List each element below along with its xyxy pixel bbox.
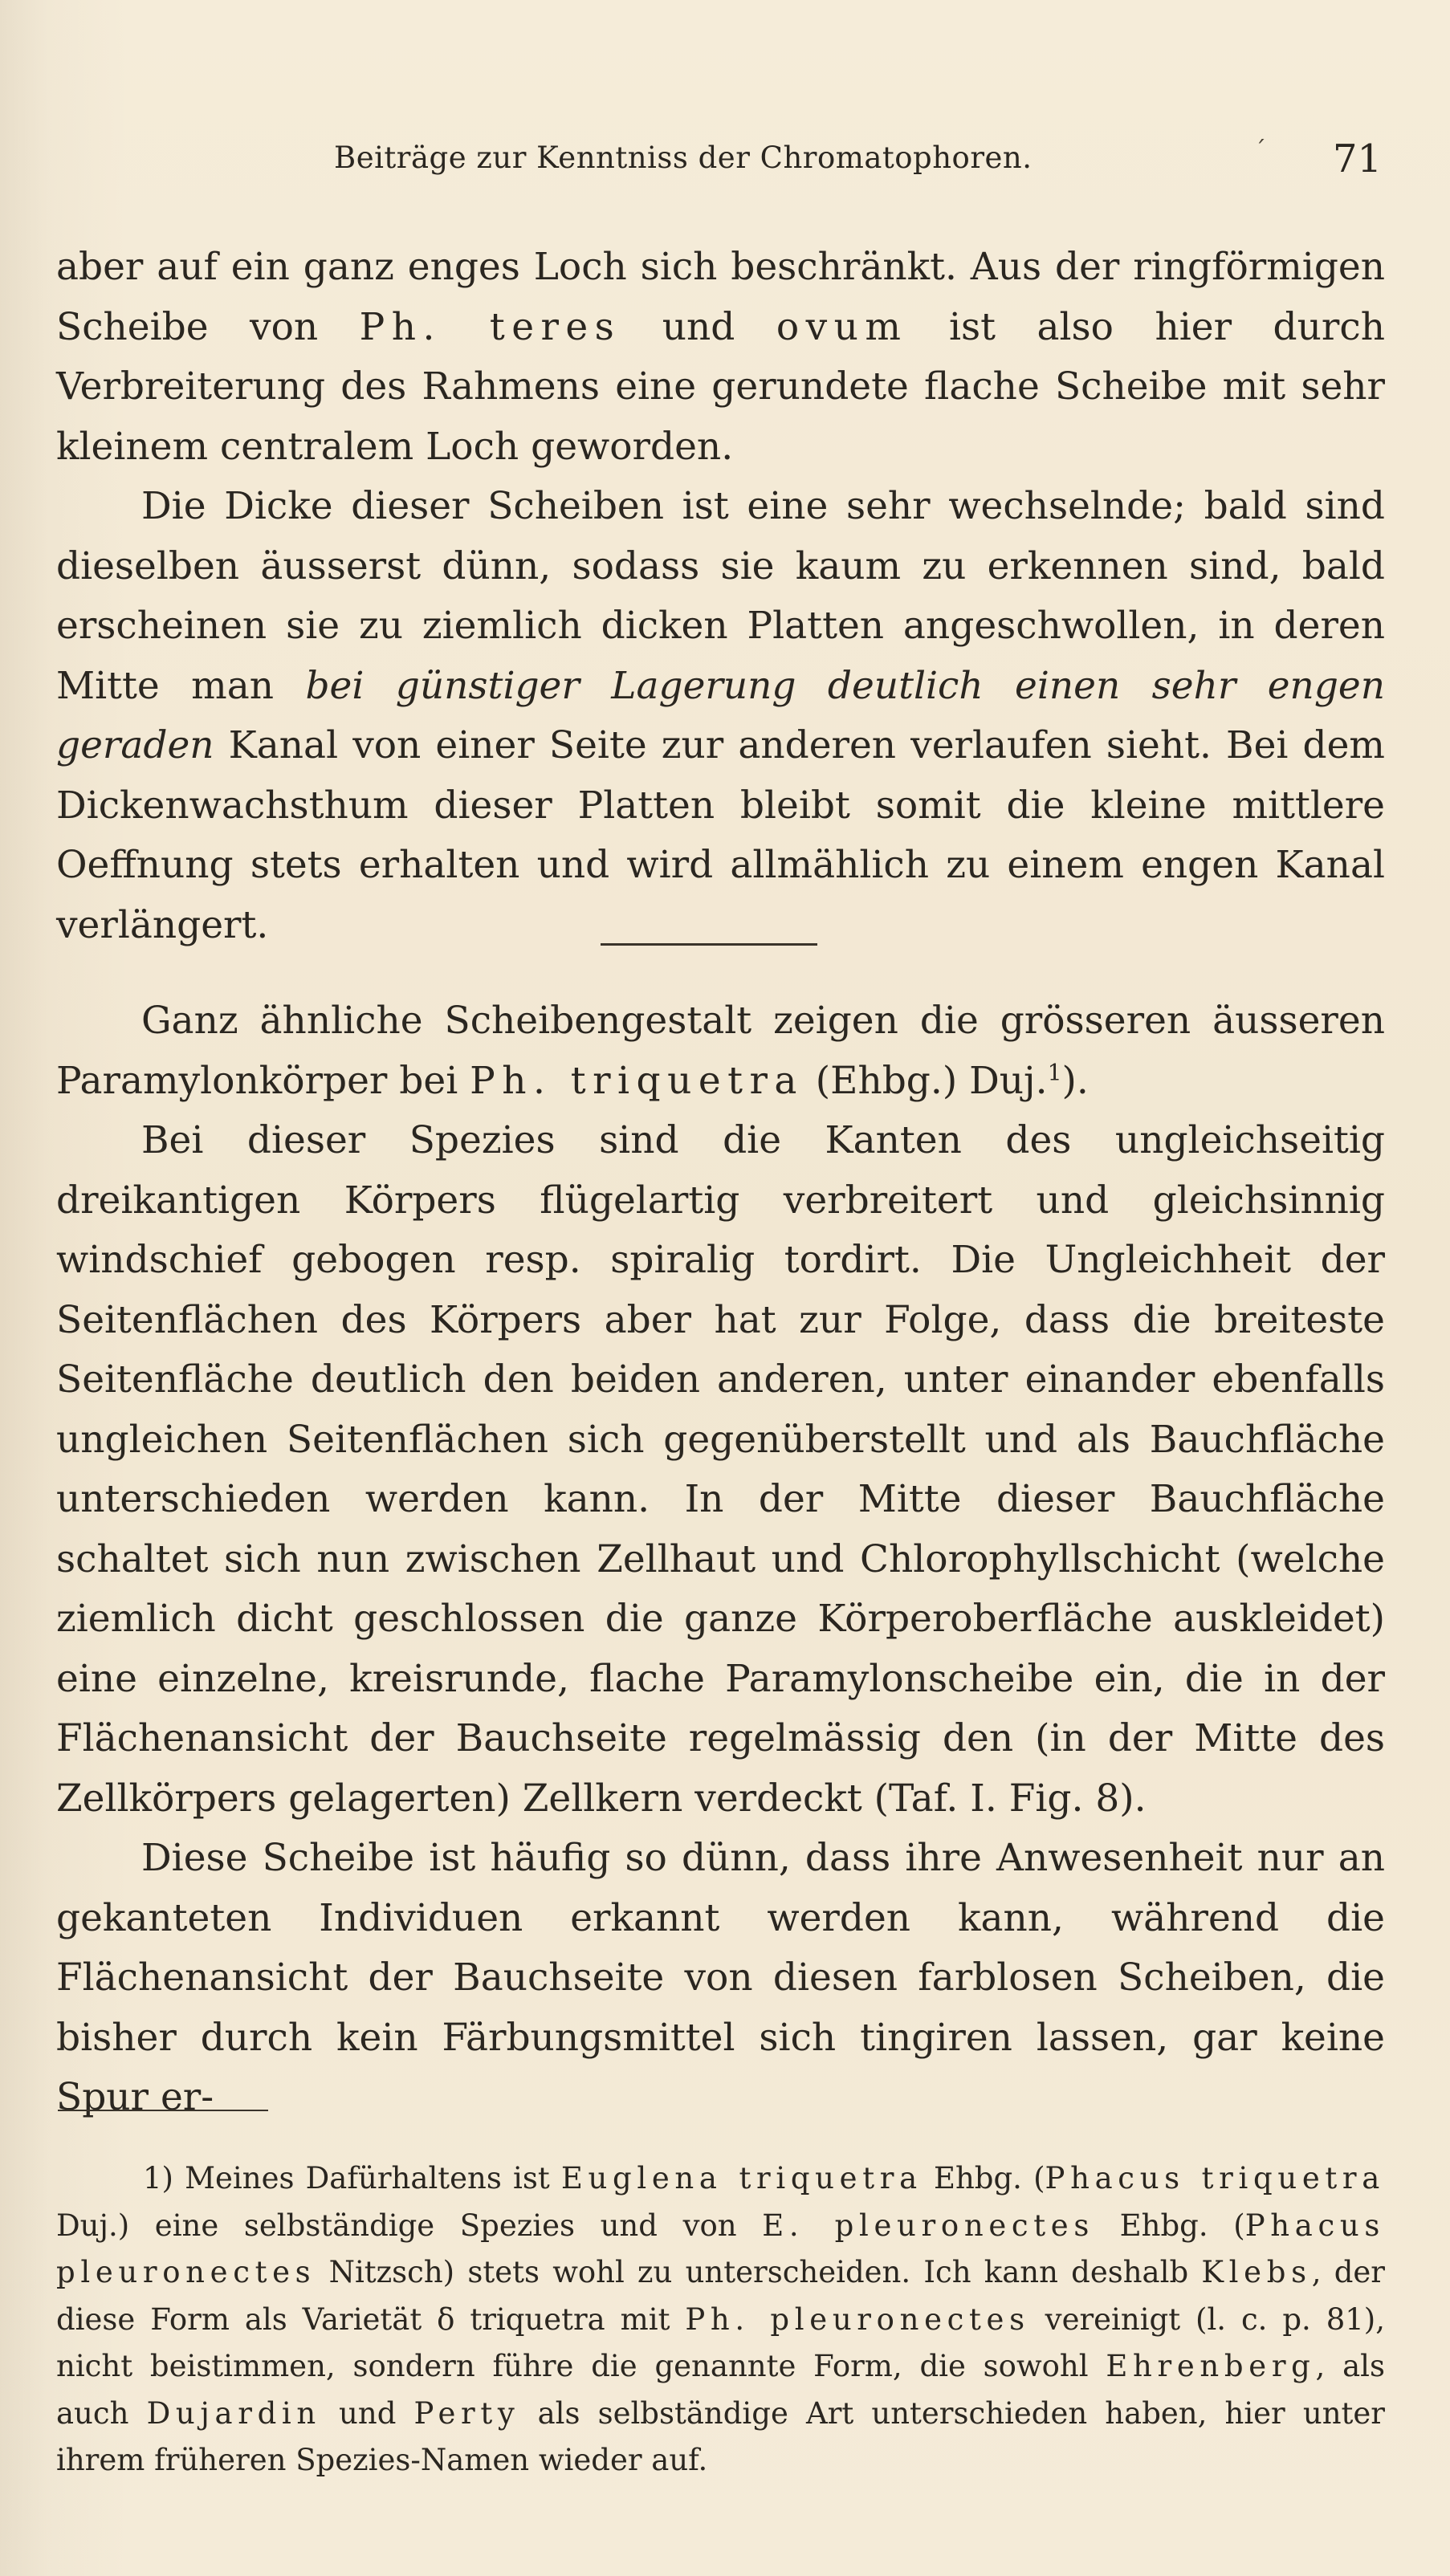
footnote-text: Ehbg. ( <box>922 2161 1045 2196</box>
tick-mark: ´ <box>1254 136 1266 165</box>
footnote-text: Nitzsch) stets wohl zu unterscheiden. Ich kann deshalb <box>316 2255 1202 2289</box>
paragraph-3-text-a: Ganz ähnliche Scheibengestalt zeigen die grösseren äusseren Paramylonkörper bei <box>56 999 1385 1103</box>
footnote-text: vereinigt (l. c. p. 81), nicht beistimmen, sondern führe die genannte Form, die sowohl <box>56 2301 1386 2383</box>
page-number: 71 <box>1333 136 1383 181</box>
species-name: Ph. pleuronectes <box>685 2301 1030 2337</box>
footnote-text: und <box>320 2395 414 2431</box>
species-name: Ph. triquetra <box>470 1058 804 1103</box>
footnote <box>56 2155 1385 2484</box>
paragraph-1-text-c: ist also hier durch Verbreiterung des Rahmens eine gerundete flache Scheibe mit sehr kleinem centralem Loch geworden. <box>56 304 1385 469</box>
author-name: Klebs <box>1201 2255 1312 2289</box>
paragraph-5: Diese Scheibe ist häufig so dünn, dass ihre Anwesenheit nur an gekanteten Individuen erkannt werden kann, während die Flächenansicht der Bauchseite von diesen farblosen Scheiben, die bisher durch kein Färbungsmittel sich tingiren lassen, gar keine Spur er- <box>56 1836 1385 2119</box>
footnote-marker: 1 <box>1047 1058 1062 1085</box>
footnote-text: Ehbg. ( <box>1094 2208 1245 2243</box>
paragraph-3-text-b: (Ehbg.) Duj. <box>803 1058 1048 1103</box>
author-name: Ehrenberg <box>1106 2349 1316 2383</box>
paragraph-4: Bei dieser Spezies sind die Kanten des ungleichseitig dreikantigen Körpers flügelartig verbreitert und gleichsinnig windschief gebogen resp. spiralig tordirt. Die Ungleichheit der Seitenflächen des Körpers aber hat zur Folge, dass die breiteste Seitenfläche deutlich den beiden anderen, unter einander ebenfalls ungleichen Seitenflächen sich gegenüberstellt und als Bauchfläche unterschieden werden kann. In der Mitte dieser Bauchfläche schaltet sich nun zwischen Zellhaut und Chlorophyllschicht (welche ziemlich dicht geschlossen die ganze Körperoberfläche auskleidet) eine einzelne, kreisrunde, flache Paramylonscheibe ein, die in der Flächenansicht der Bauchseite regelmässig den (in der Mitte des Zellkörpers gelagerten) Zellkern verdeckt (Taf. I. Fig. 8). <box>56 1118 1385 1821</box>
section-one <box>56 238 1385 955</box>
paragraph-2-text-b: Kanal von einer Seite zur anderen verlaufen sieht. Bei dem Dickenwachsthum dieser Platten bleibt somit die kleine mittlere Oeffnung stets erhalten und wird allmählich zu einem engen Kanal verlängert. <box>56 723 1385 947</box>
footnote-text: Duj.) eine selbständige Spezies und von <box>56 2208 763 2243</box>
species-name: Euglena triquetra <box>560 2161 923 2196</box>
emphasized-phrase: bei günstiger Lagerung deutlich einen sehr engen geraden <box>56 663 1385 767</box>
footnote-text: 1) Meines Dafürhaltens ist <box>143 2161 561 2196</box>
species-name: ovum <box>776 304 908 349</box>
section-two <box>56 991 1385 2128</box>
running-head: Beiträge zur Kenntniss der Chromatophoren. <box>334 140 1033 175</box>
paragraph-2 <box>56 477 1385 955</box>
footnote-text: , der diese Form als Varietät δ triquetra mit <box>56 2255 1385 2337</box>
species-name: Ph. teres <box>359 304 621 349</box>
paragraph-1 <box>56 238 1385 477</box>
species-name: Phacus pleuronectes <box>56 2208 1385 2289</box>
paragraph-3 <box>56 991 1385 1111</box>
footnote-divider <box>58 2110 268 2111</box>
section-divider <box>601 943 817 946</box>
author-name: Perty <box>413 2395 520 2431</box>
footnote-text: , als auch <box>56 2349 1385 2431</box>
footnote-text: als selbständige Art unterschieden haben, hier unter ihrem früheren Spezies-Namen wieder auf. <box>56 2395 1385 2477</box>
species-name: E. pleuronectes <box>762 2208 1094 2243</box>
paragraph-1-text-a: aber auf ein ganz enges Loch sich beschränkt. Aus der ringförmigen Scheibe von <box>56 245 1385 349</box>
paragraph-3-text-c: ). <box>1061 1058 1089 1103</box>
paragraph-1-text-b: und <box>621 304 776 349</box>
author-name: Dujardin <box>146 2395 321 2431</box>
species-name: Phacus triquetra <box>1045 2161 1386 2196</box>
paragraph-2-text-a: Die Dicke dieser Scheiben ist eine sehr wechselnde; bald sind dieselben äusserst dünn, sodass sie kaum zu erkennen sind, bald erscheinen sie zu ziemlich dicken Platten angeschwollen, in deren Mitte man <box>56 484 1385 708</box>
